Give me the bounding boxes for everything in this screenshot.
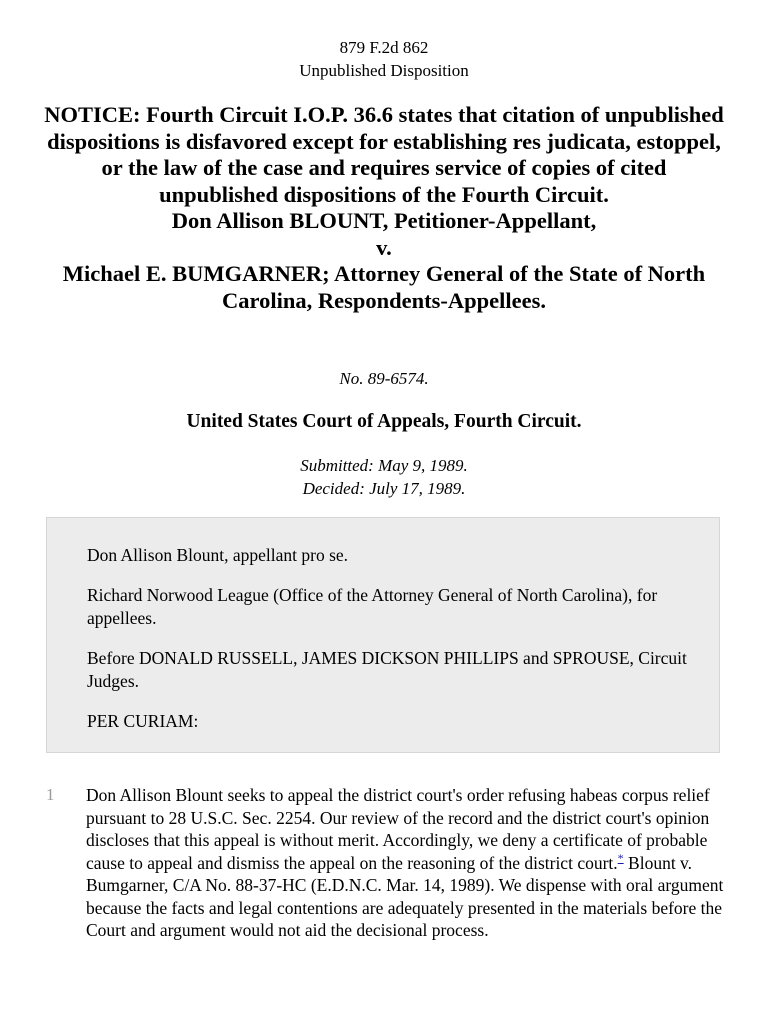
submitted-date: Submitted: May 9, 1989. [300,456,468,475]
notice-text: NOTICE: Fourth Circuit I.O.P. 36.6 states that citation of unpublished dispositions is disfavored except for establishing res judicata, estoppel, or the law of the case and requires service of copies of cited unpublished dispositions of the Fourth Circuit. [44,102,724,207]
footnote-link[interactable]: * [617,850,624,865]
per-curiam-label: PER CURIAM: [87,711,199,731]
paragraph-text [86,784,734,942]
paragraph-text-part-1: Don Allison Blount seeks to appeal the district court's order refusing habeas corpus relief pursuant to 28 U.S.C. Sec. 2254. Our review of the record and the district court's opinion discloses that this appeal is without merit. Accordingly, we deny a certificate of probable cause to appeal and dismiss the appeal on the reasoning of the district court. [86,785,710,873]
case-title [40,102,728,314]
parties-box [46,517,720,753]
paragraph-number: 1 [46,785,55,804]
appellant-counsel: Don Allison Blount, appellant pro se. [87,545,349,565]
reporter-citation: 879 F.2d 862 [339,38,429,57]
decided-date: Decided: July 17, 1989. [302,479,466,498]
judges-panel: Before DONALD RUSSELL, JAMES DICKSON PHILLIPS and SPROUSE, Circuit Judges. [87,648,687,691]
disposition-label: Unpublished Disposition [299,61,469,80]
respondents-name: Michael E. BUMGARNER; Attorney General of the State of North Carolina, Respondents-Appellees. [62,261,706,313]
paragraph-text-part-2: Blount v. Bumgarner, C/A No. 88-37-HC (E.D.N.C. Mar. 14, 1989). We dispense with oral argument because the facts and legal contentions are adequately presented in the materials before the Court and argument would not aid the decisional process. [86,852,724,940]
versus-text: v. [376,234,392,260]
docket-number: No. 89-6574. [339,369,429,388]
case-citation-header [0,36,768,82]
petitioner-name: Don Allison BLOUNT, Petitioner-Appellant, [171,208,597,233]
appellees-counsel: Richard Norwood League (Office of the Attorney General of North Carolina), for appellees. [87,585,658,628]
case-dates [0,454,768,500]
court-name: United States Court of Appeals, Fourth Circuit. [186,411,582,432]
